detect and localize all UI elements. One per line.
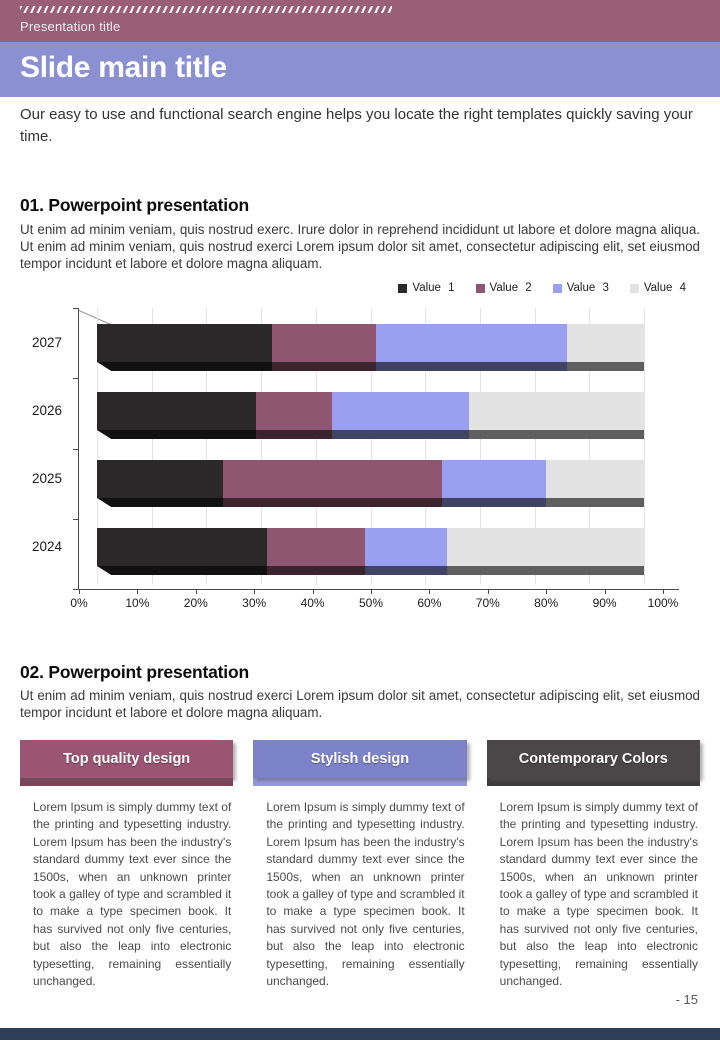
bar-segment-value-2 (256, 392, 333, 430)
x-axis-tick (488, 589, 489, 594)
y-axis-category-label: 2026 (32, 403, 63, 418)
chart-plot-area (70, 308, 679, 610)
legend-item (398, 282, 454, 294)
bar-segment-value-1 (97, 498, 223, 507)
card-header-strip (487, 778, 700, 786)
intro-paragraph: Our easy to use and functional search engine helps you locate the right templates quickly saving your time. (20, 106, 693, 145)
bar-segment-value-4 (469, 392, 644, 430)
section-1-body: Ut enim ad minim veniam, quis nostrud exerc. Irure dolor in reprehend incididunt ut labore et dolore magna aliqua. Ut enim ad minim veniam, quis nostrud exerci Lorem ipsum dolor sit amet, consectetur adipiscing elit, set eiusmod tempor incidunt et labore et dolore magna aliquam. (20, 222, 700, 271)
card-body-text: Lorem Ipsum is simply dummy text of the printing and typesetting industry. Lorem Ipsum has been the industry's standard dummy text ever since the 1500s, when an unknown printer took a galley of type and scrambled it to make a type specimen book. It has survived not only five centuries, but also the leap into electronic typesetting, remaining essentially unchanged. (266, 800, 465, 989)
slide-title-band (0, 42, 720, 97)
x-axis-tick (429, 589, 430, 594)
card-body-text: Lorem Ipsum is simply dummy text of the printing and typesetting industry. Lorem Ipsum has been the industry's standard dummy text ever since the 1500s, when an unknown printer took a galley of type and scrambled it to make a type specimen book. It has survived not only five centuries, but also the leap into electronic typesetting, remaining essentially unchanged. (33, 800, 232, 989)
card-header (20, 740, 233, 778)
chart-legend (398, 282, 686, 294)
x-axis-label: 40% (300, 596, 325, 610)
legend-swatch-icon (630, 284, 639, 293)
x-axis-tick (137, 589, 138, 594)
hatch-pattern-decoration (20, 6, 392, 13)
bar-segment-value-4 (447, 528, 644, 566)
bar-segment-value-2 (267, 528, 365, 566)
x-axis-label: 60% (417, 596, 442, 610)
bar-segment-value-1 (97, 460, 223, 498)
legend-label: Value 2 (489, 282, 532, 294)
bar-segment-value-2 (272, 362, 376, 371)
card-header-strip (253, 778, 466, 786)
bar-segment-value-2 (267, 566, 365, 575)
y-axis-tick (73, 378, 79, 379)
x-axis-label: 50% (358, 596, 384, 610)
bar-segment-value-4 (567, 362, 644, 371)
bar-segment-value-1 (97, 392, 256, 430)
bar-segment-value-3 (442, 498, 546, 507)
x-axis-tick (79, 589, 80, 594)
card-contemporary-colors (487, 740, 700, 990)
legend-item (553, 282, 609, 294)
x-axis-tick (254, 589, 255, 594)
y-axis-category-label: 2027 (32, 335, 63, 350)
feature-cards (20, 740, 700, 990)
bar-segment-value-2 (223, 498, 442, 507)
stacked-bar-2027 (97, 324, 644, 371)
bar-segment-value-3 (365, 566, 447, 575)
bar-segment-value-4 (469, 430, 644, 439)
card-title: Top quality design (63, 751, 191, 767)
bar-segment-value-3 (442, 460, 546, 498)
x-axis-label: 80% (534, 596, 559, 610)
stacked-bar-chart (20, 278, 700, 618)
bar-segment-value-2 (256, 430, 333, 439)
card-title: Stylish design (310, 751, 410, 767)
section-1-title: 01. Powerpoint presentation (20, 195, 249, 215)
legend-swatch-icon (398, 284, 407, 293)
card-body-text: Lorem Ipsum is simply dummy text of the printing and typesetting industry. Lorem Ipsum has been the industry's standard dummy text ever since the 1500s, when an unknown printer took a galley of type and scrambled it to make a type specimen book. It has survived not only five centuries, but also the leap into electronic typesetting, remaining essentially unchanged. (499, 800, 698, 989)
card-header-strip (20, 778, 233, 786)
bar-segment-value-3 (376, 362, 567, 371)
section-2-body: Ut enim ad minim veniam, quis nostrud exerci Lorem ipsum dolor sit amet, consectetur adipiscing elit, set eiusmod tempor incidunt et labore et dolore magna aliquam. (20, 688, 700, 720)
y-axis-tick (73, 308, 79, 309)
bar-segment-value-3 (376, 324, 567, 362)
card-title: Contemporary Colors (518, 751, 668, 767)
bar-segment-value-4 (546, 460, 644, 498)
x-axis-label: 70% (475, 596, 500, 610)
legend-label: Value 3 (566, 282, 609, 294)
bar-segment-value-4 (567, 324, 644, 362)
x-axis-label: 30% (242, 596, 267, 610)
x-axis-tick (313, 589, 314, 594)
x-axis-tick (546, 589, 547, 594)
bar-segment-value-1 (97, 430, 256, 439)
top-accent-bar (0, 0, 720, 42)
stacked-bar-2024 (97, 528, 644, 575)
x-axis-tick (371, 589, 372, 594)
bar-segment-value-1 (97, 362, 272, 371)
gridline (644, 308, 645, 585)
y-axis-tick (73, 519, 79, 520)
y-axis-category-label: 2025 (32, 471, 63, 486)
x-axis-label: 100% (647, 596, 679, 610)
y-axis-tick (73, 589, 79, 590)
bar-segment-value-4 (546, 498, 644, 507)
legend-swatch-icon (553, 284, 562, 293)
legend-item (476, 282, 532, 294)
x-axis-tick (605, 589, 606, 594)
legend-item (630, 282, 686, 294)
x-axis-label: 10% (125, 596, 150, 610)
section-2-title: 02. Powerpoint presentation (20, 662, 249, 682)
x-axis-label: 20% (183, 596, 208, 610)
x-axis-label: 90% (592, 596, 617, 610)
card-top-quality-design (20, 740, 233, 990)
bar-segment-value-3 (332, 392, 469, 430)
presentation-title: Presentation title (20, 19, 121, 34)
bar-segment-value-1 (97, 566, 267, 575)
x-axis-label: 0% (70, 596, 88, 610)
card-header (253, 740, 466, 778)
page-number: - 15 (675, 992, 698, 1007)
y-axis-category-label: 2024 (32, 539, 63, 554)
card-stylish-design (253, 740, 466, 990)
bar-segment-value-3 (332, 430, 469, 439)
stacked-bar-2025 (97, 460, 644, 507)
y-axis-tick (73, 449, 79, 450)
slide-main-title: Slide main title (20, 51, 227, 84)
bar-segment-value-1 (97, 528, 267, 566)
bar-segment-value-2 (223, 460, 442, 498)
bar-segment-value-2 (272, 324, 376, 362)
bar-segment-value-4 (447, 566, 644, 575)
x-axis-tick (196, 589, 197, 594)
bar-segment-value-1 (97, 324, 272, 362)
bar-segment-value-3 (365, 528, 447, 566)
legend-label: Value 4 (643, 282, 686, 294)
bottom-accent-bar (0, 1028, 720, 1040)
legend-swatch-icon (476, 284, 485, 293)
card-header (487, 740, 700, 778)
x-axis-tick (663, 589, 664, 594)
stacked-bar-2026 (97, 392, 644, 439)
legend-label: Value 1 (412, 282, 455, 294)
